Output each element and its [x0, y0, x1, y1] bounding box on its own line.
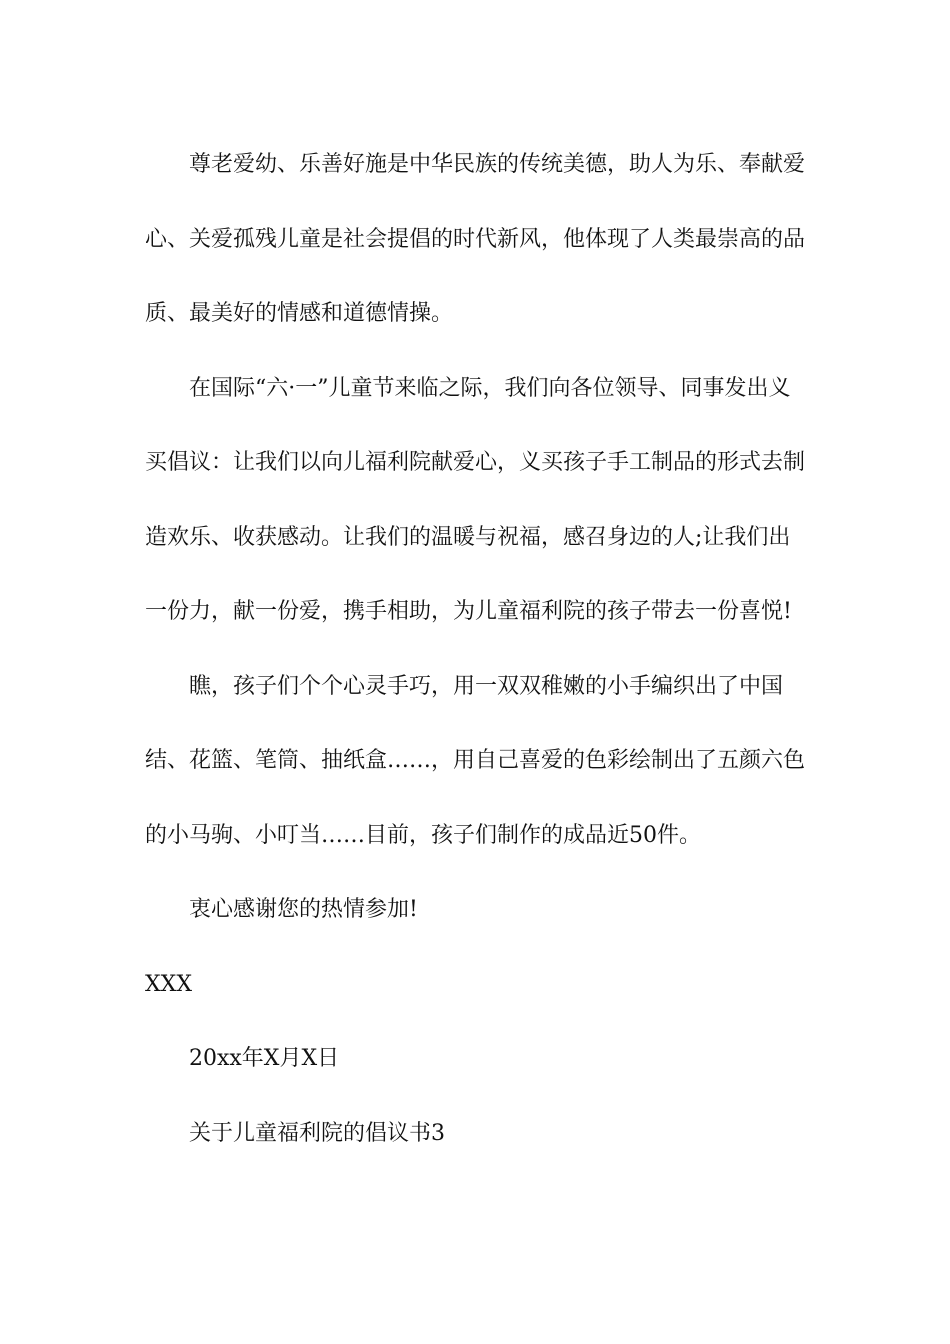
document-body: [145, 128, 807, 1171]
date-line: 20xx年X月X日: [189, 1046, 340, 1071]
paragraph-thanks: 衷心感谢您的热情参加!: [189, 897, 418, 922]
paragraph-virtues: 尊老爱幼、乐善好施是中华民族的传统美德，助人为乐、奉献爱心、关爱孤残儿童是社会提倡的时代新风，他体现了人类最崇高的品质、最美好的情感和道德情操。: [145, 152, 806, 326]
paragraph-initiative: 在国际“六·一”儿童节来临之际，我们向各位领导、同事发出义买倡议：让我们以向儿福利院献爱心，义买孩子手工制品的形式去制造欢乐、收获感动。让我们的温暖与祝福，感召身边的人;让我们出一份力，献一份爱，携手相助，为儿童福利院的孩子带去一份喜悦!: [145, 375, 806, 624]
signature: XXX: [145, 971, 192, 997]
next-section-title: 关于儿童福利院的倡议书3: [189, 1120, 445, 1146]
paragraph-handicrafts: 瞧，孩子们个个心灵手巧，用一双双稚嫩的小手编织出了中国结、花篮、笔筒、抽纸盒……，用自己喜爱的色彩绘制出了五颜六色的小马驹、小叮当……目前，孩子们制作的成品近50件。: [145, 673, 806, 848]
